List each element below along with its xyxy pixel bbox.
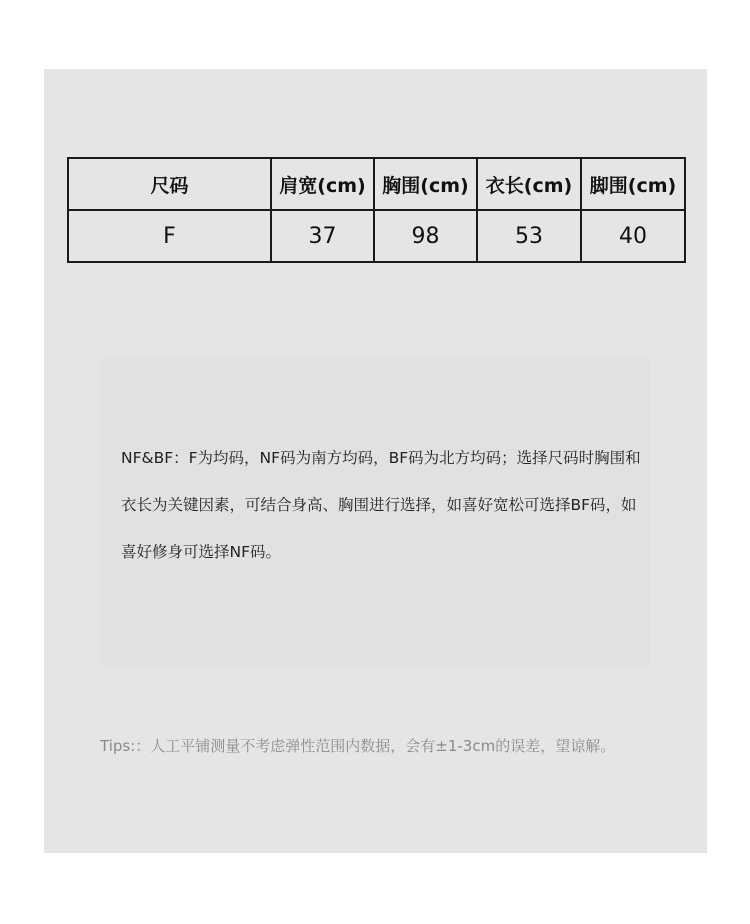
header-size: 尺码 [68,158,271,210]
size-note-box [100,357,650,667]
cell-hem: 40 [581,210,685,262]
header-chest: 胸围(cm) [374,158,477,210]
cell-shoulder-width: 37 [271,210,374,262]
table-header-row [68,158,685,210]
header-length: 衣长(cm) [477,158,581,210]
cell-chest: 98 [374,210,477,262]
tips-text: Tips:：人工平铺测量不考虑弹性范围内数据，会有±1-3cm的误差，望谅解。 [100,737,616,755]
size-note-text: NF&BF：F为均码，NF码为南方均码，BF码为北方均码；选择尺码时胸围和衣长为关键因素，可结合身高、胸围进行选择，如喜好宽松可选择BF码，如喜好修身可选择NF码。 [121,449,641,561]
header-hem: 脚围(cm) [581,158,685,210]
size-table [67,157,686,263]
cell-length: 53 [477,210,581,262]
cell-size: F [68,210,271,262]
size-chart-panel [44,69,707,853]
table-row [68,210,685,262]
header-shoulder-width: 肩宽(cm) [271,158,374,210]
